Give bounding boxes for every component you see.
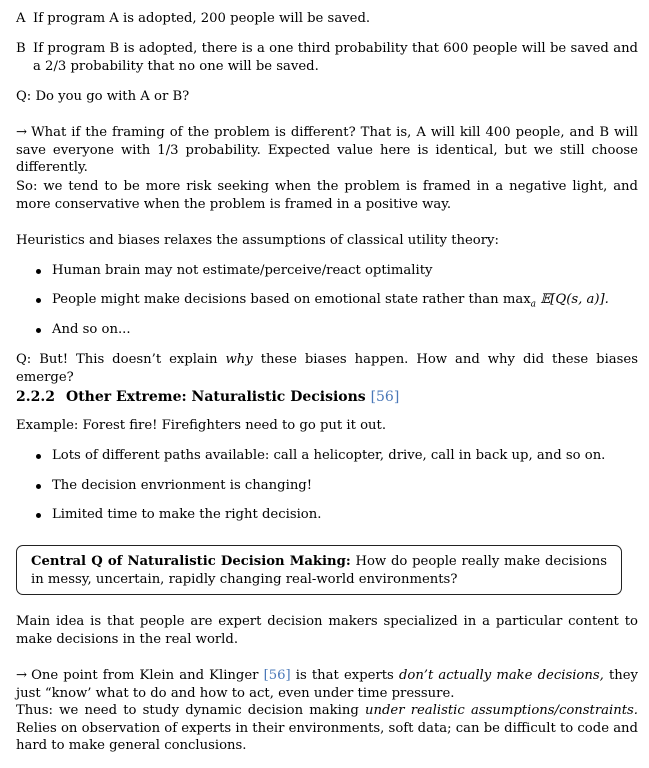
q2-pre: Q: But! This doesn’t explain xyxy=(16,352,226,367)
option-a-text: If program A is adopted, 200 people will be saved. xyxy=(33,11,371,26)
q2-emphasis: why xyxy=(225,352,253,367)
option-a xyxy=(16,10,638,28)
so-paragraph: So: we tend to be more risk seeking when the problem is framed in a negative light, and more conservative when the problem is framed in a positive way. xyxy=(16,179,638,212)
heuristics-bullet-2 xyxy=(36,291,626,314)
framing-paragraph xyxy=(16,124,638,177)
box-title: Central Q of Naturalistic Decision Making: xyxy=(31,554,351,569)
klein-pre: One point from Klein and Klinger xyxy=(31,668,264,683)
framing-text: What if the framing of the problem is different? That is, A will kill 400 people, and B will save everyone with 1/3 probability. Expected value here is identical, but we still choose differently. xyxy=(16,125,638,175)
bullet-icon xyxy=(36,298,41,303)
klein-post: they just “know’ what to do and how to act, even under time pressure. xyxy=(16,668,638,701)
right-arrow-icon: → xyxy=(16,125,28,140)
bullet-text-prefix: People might make decisions based on emotional state rather than max xyxy=(52,292,531,307)
klein-paragraph xyxy=(16,667,638,755)
bullet-icon xyxy=(36,513,41,518)
option-b-label: B xyxy=(16,41,26,56)
klein-citation[interactable]: [56] xyxy=(263,668,291,683)
example-bullet-2 xyxy=(36,477,626,495)
main-idea-paragraph: Main idea is that people are expert decision makers specialized in a particular content to make decisions in the real world. xyxy=(16,614,638,647)
expectation-math: 𝔼[Q(s, a)]. xyxy=(536,292,609,307)
question-a-or-b: Q: Do you go with A or B? xyxy=(16,89,190,104)
q2-post: these biases happen. How and why did these biases emerge? xyxy=(16,352,639,385)
right-arrow-icon: → xyxy=(16,668,28,683)
option-a-label: A xyxy=(16,11,26,26)
example-bullet-1 xyxy=(36,447,626,465)
bullet-text: The decision envrionment is changing! xyxy=(52,478,313,493)
bullet-icon xyxy=(36,484,41,489)
example-bullet-3 xyxy=(36,506,626,524)
bullet-text: Lots of different paths available: call a helicopter, drive, call in back up, and so on. xyxy=(52,448,606,463)
bullet-text: Limited time to make the right decision. xyxy=(52,507,322,522)
thus-pre: Thus: we need to study dynamic decision making xyxy=(16,703,365,718)
section-citation[interactable]: [56] xyxy=(370,389,400,405)
bullet-text: Human brain may not estimate/perceive/react optimality xyxy=(52,263,433,278)
heuristics-bullet-1 xyxy=(36,262,626,280)
bullet-icon xyxy=(36,269,41,274)
heuristics-bullet-3 xyxy=(36,321,626,339)
option-b xyxy=(16,40,638,75)
heuristics-intro: Heuristics and biases relaxes the assumptions of classical utility theory: xyxy=(16,233,499,248)
thus-post: Relies on observation of experts in their environments, soft data; can be difficult to code and hard to make general conclusions. xyxy=(16,720,638,753)
klein-emphasis: don’t actually make decisions, xyxy=(398,668,604,683)
example-text: Example: Forest fire! Firefighters need to go put it out. xyxy=(16,418,387,433)
section-heading xyxy=(16,389,399,407)
thus-emphasis: under realistic assumptions/constraints. xyxy=(364,703,638,718)
section-number: 2.2.2 xyxy=(16,389,55,405)
section-title: Other Extreme: Naturalistic Decisions xyxy=(66,389,366,405)
box-text: How do people really make decisions in messy, uncertain, rapidly changing real-world environments? xyxy=(31,554,607,587)
bullet-text xyxy=(52,291,626,314)
bullet-icon xyxy=(36,454,41,459)
bullet-text: And so on... xyxy=(52,322,131,337)
question-why-biases xyxy=(16,351,638,386)
bullet-icon xyxy=(36,328,41,333)
option-b-text: If program B is adopted, there is a one third probability that 600 people will be saved and a 2/3 probability that no one will be saved. xyxy=(33,41,638,74)
central-question-box xyxy=(16,545,622,595)
klein-mid: is that experts xyxy=(290,668,399,683)
max-subscript: a xyxy=(530,299,537,310)
